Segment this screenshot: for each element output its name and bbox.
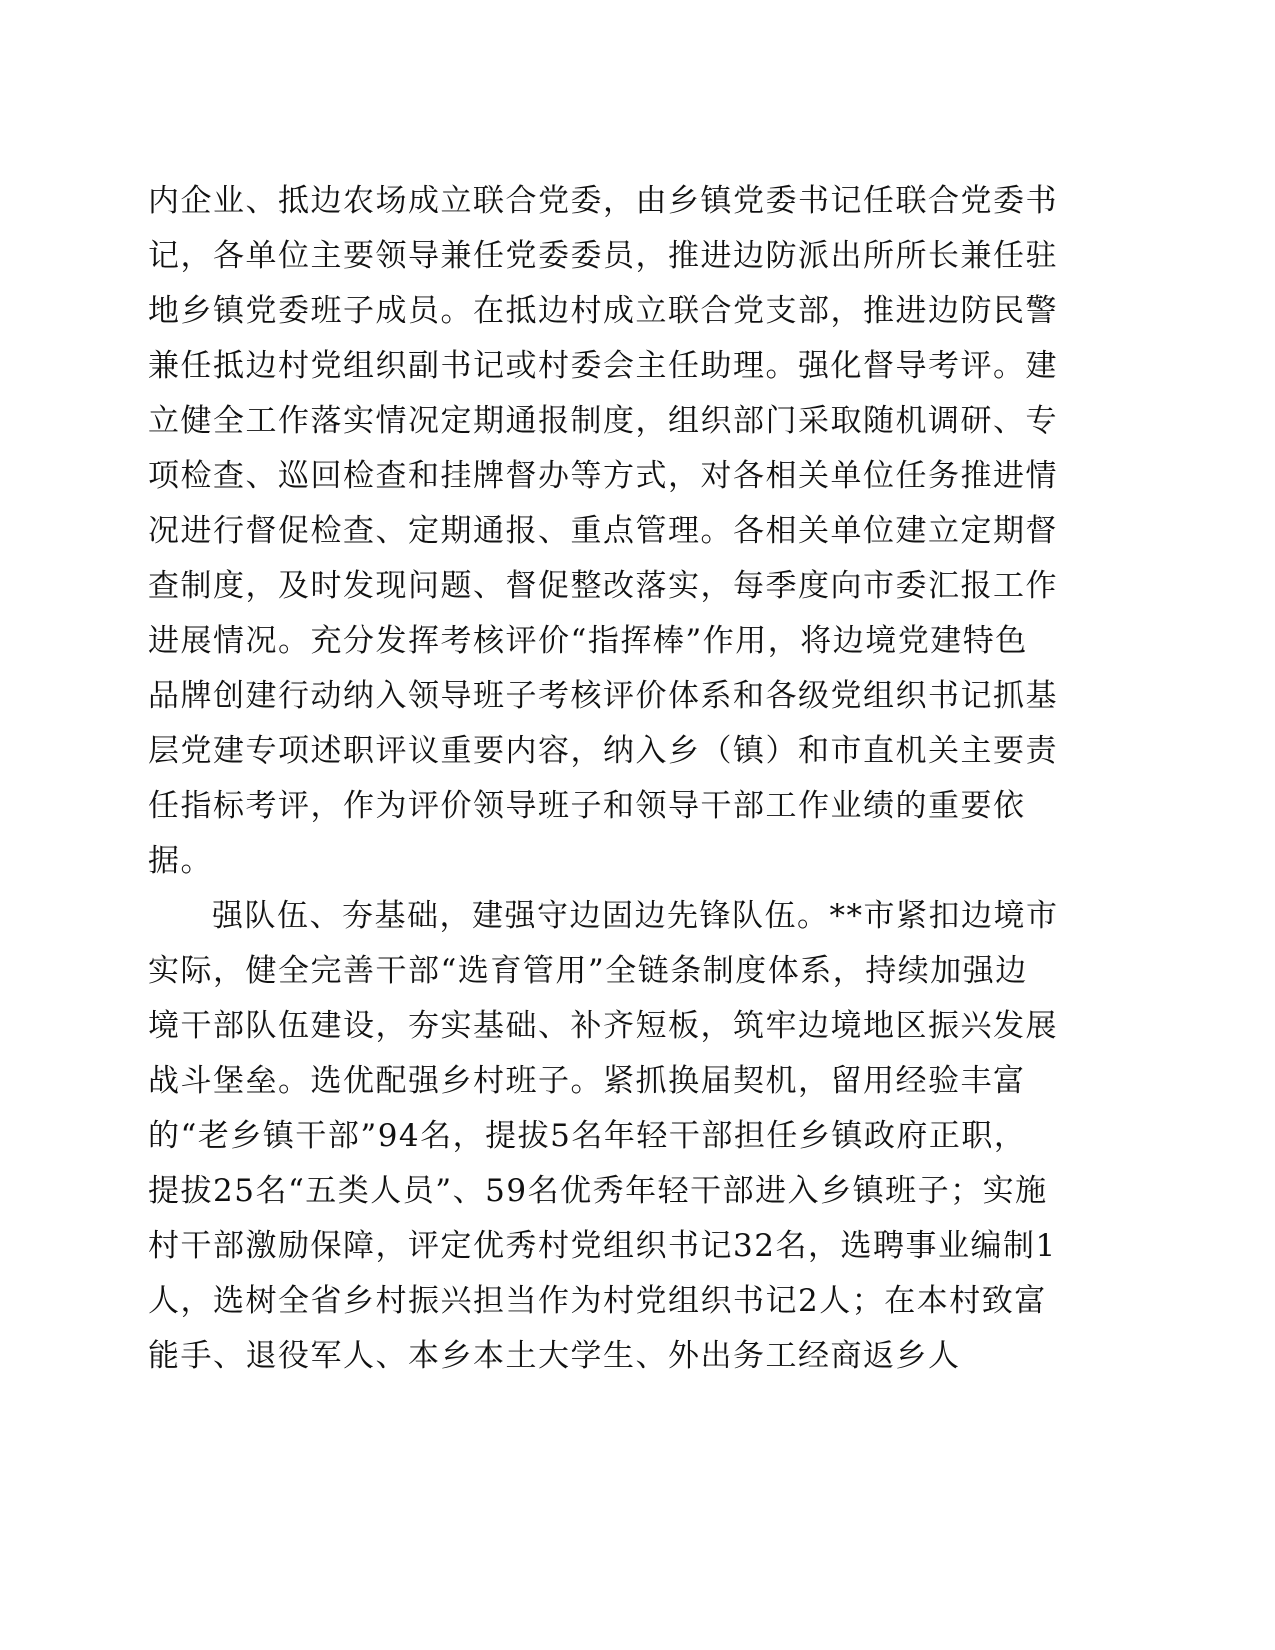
text-line: 村干部激励保障，评定优秀村党组织书记32名，选聘事业编制1	[148, 1228, 1057, 1264]
text-line: 能手、退役军人、本乡本土大学生、外出务工经商返乡人	[148, 1338, 961, 1374]
text-line: 人，选树全省乡村振兴担当作为村党组织书记2人；在本村致富	[148, 1283, 1047, 1319]
text-line: 查制度，及时发现问题、督促整改落实，每季度向市委汇报工作	[148, 568, 1058, 604]
paragraph-heading-line: 强队伍、夯基础，建强守边固边先锋队伍。**市紧扣边境市	[212, 898, 1059, 934]
text-line: 兼任抵边村党组织副书记或村委会主任助理。强化督导考评。建	[148, 348, 1058, 384]
text-line: 进展情况。充分发挥考核评价“指挥棒”作用，将边境党建特色	[148, 623, 1028, 659]
text-line: 内企业、抵边农场成立联合党委，由乡镇党委书记任联合党委书	[148, 183, 1058, 219]
text-line: 项检查、巡回检查和挂牌督办等方式，对各相关单位任务推进情	[148, 458, 1058, 494]
text-line: 立健全工作落实情况定期通报制度，组织部门采取随机调研、专	[148, 403, 1058, 439]
text-line: 境干部队伍建设，夯实基础、补齐短板，筑牢边境地区振兴发展	[148, 1008, 1058, 1044]
text-line: 提拔25名“五类人员”、59名优秀年轻干部进入乡镇班子；实施	[148, 1173, 1048, 1209]
text-line: 层党建专项述职评议重要内容，纳入乡（镇）和市直机关主要责	[148, 733, 1058, 769]
text-line: 实际，健全完善干部“选育管用”全链条制度体系，持续加强边	[148, 953, 1028, 989]
text-line: 记，各单位主要领导兼任党委委员，推进边防派出所所长兼任驻	[148, 238, 1058, 274]
text-line: 况进行督促检查、定期通报、重点管理。各相关单位建立定期督	[148, 513, 1058, 549]
text-line: 据。	[148, 843, 213, 879]
text-line: 地乡镇党委班子成员。在抵边村成立联合党支部，推进边防民警	[148, 293, 1058, 329]
text-line: 战斗堡垒。选优配强乡村班子。紧抓换届契机，留用经验丰富	[148, 1063, 1026, 1099]
text-line: 品牌创建行动纳入领导班子考核评价体系和各级党组织书记抓基	[148, 678, 1058, 714]
document-body	[148, 174, 1058, 1384]
text-line: 任指标考评，作为评价领导班子和领导干部工作业绩的重要依	[148, 788, 1026, 824]
text-line: 的“老乡镇干部”94名，提拔5名年轻干部担任乡镇政府正职，	[148, 1118, 1027, 1154]
